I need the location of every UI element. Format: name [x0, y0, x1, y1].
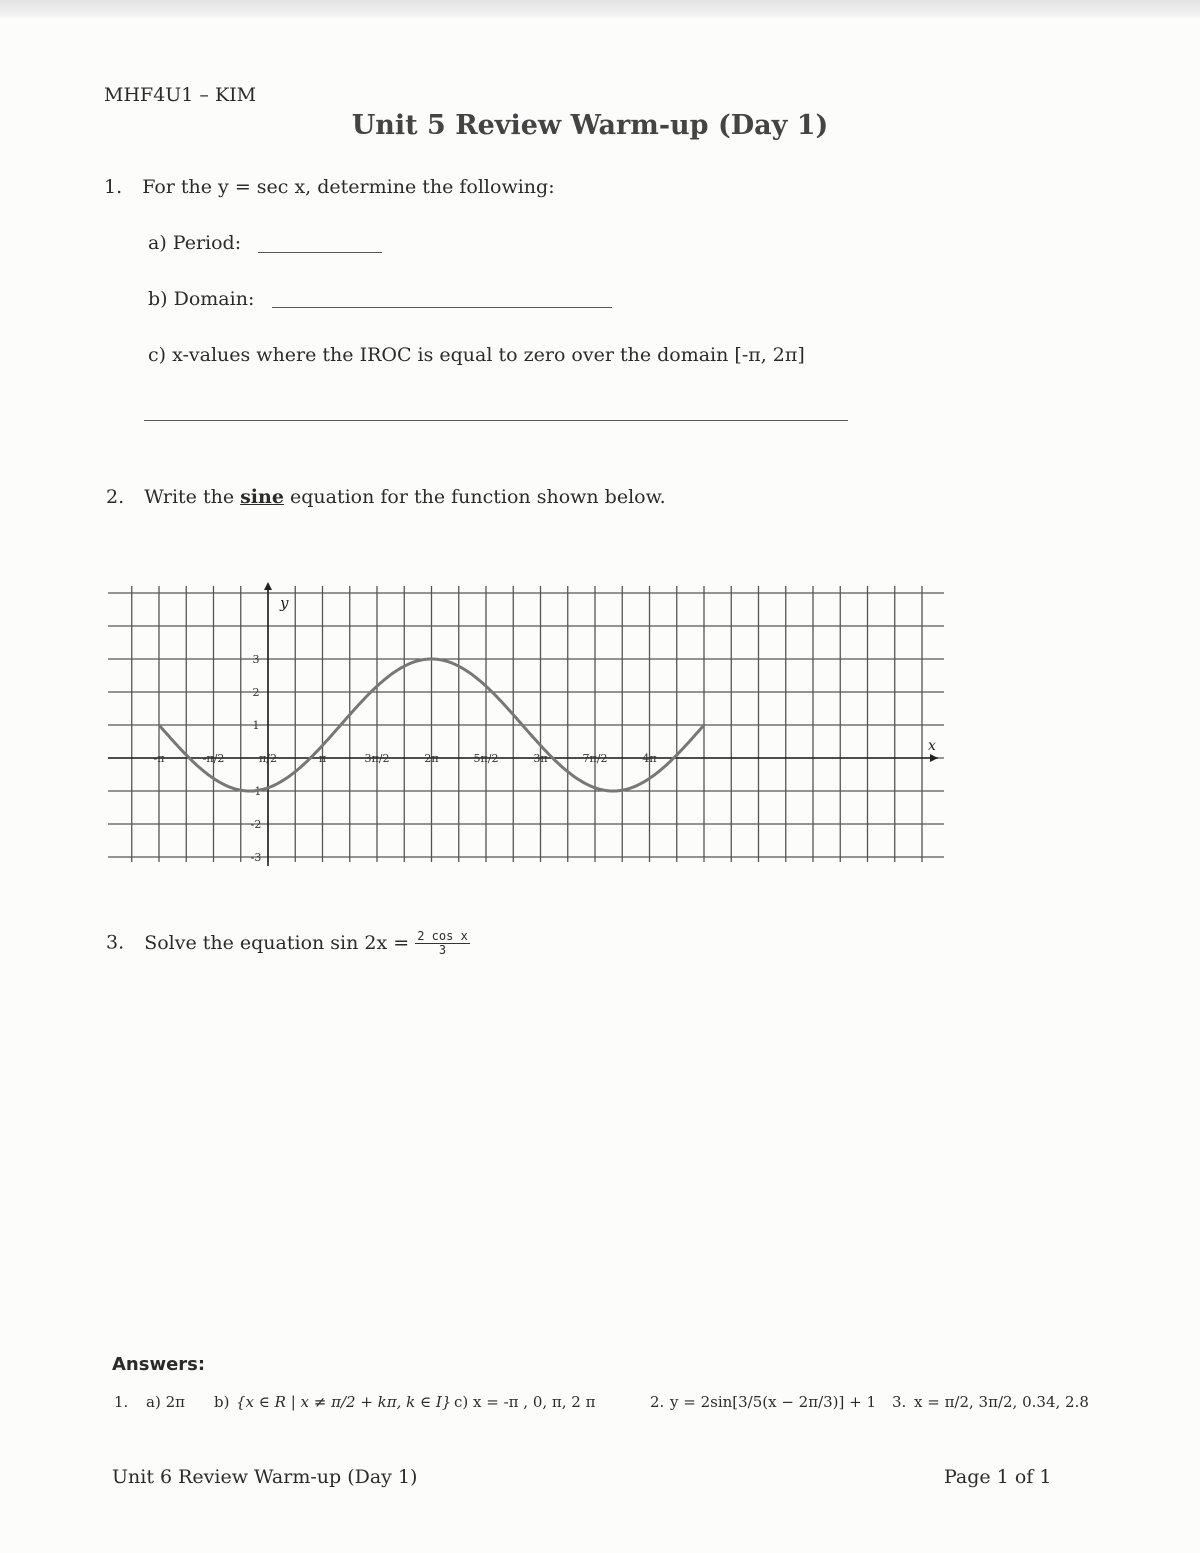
x-tick-label: 3π/2 — [364, 752, 390, 765]
question-2-number: 2. — [106, 486, 125, 508]
y-axis-label: y — [280, 594, 289, 612]
question-3-number: 3. — [106, 931, 125, 954]
q1a-answer-line — [258, 252, 382, 253]
page-title: Unit 5 Review Warm-up (Day 1) — [351, 110, 829, 141]
x-tick-label: 4π — [642, 752, 657, 765]
y-tick-label: -3 — [250, 851, 262, 864]
q1b-label: b) Domain: — [148, 288, 255, 310]
x-tick-label: 7π/2 — [582, 752, 608, 765]
question-1-number: 1. — [104, 176, 123, 198]
question-2 — [106, 486, 666, 508]
answer-1b-label: b) — [214, 1393, 230, 1411]
q1c-label: c) x-values where the IROC is equal to zero over the domain [-π, 2π] — [148, 344, 805, 366]
answer-2-number: 2. — [650, 1393, 665, 1411]
answer-1-number: 1. — [114, 1393, 129, 1411]
question-2-text-after: equation for the function shown below. — [289, 486, 666, 508]
answer-1a: a) 2π — [146, 1393, 185, 1411]
sine-graph — [108, 578, 944, 866]
answer-1c: c) x = -π , 0, π, 2 π — [454, 1393, 596, 1411]
question-2-emphasis: sine — [240, 486, 284, 508]
x-tick-label: 5π/2 — [473, 752, 499, 765]
q1c-answer-line — [144, 420, 848, 421]
x-tick-label: π/2 — [259, 752, 277, 765]
footer-page-number: Page 1 of 1 — [944, 1466, 1052, 1488]
answer-1b: {x ∈ R | x ≠ π/2 + kπ, k ∈ I} — [236, 1393, 452, 1411]
x-tick-label: 2π — [424, 752, 439, 765]
y-tick-label: -1 — [250, 785, 262, 798]
question-3-fraction — [415, 930, 470, 957]
x-tick-label: π — [318, 752, 327, 765]
y-tick-label: 2 — [252, 686, 260, 699]
y-tick-label: 3 — [252, 653, 260, 666]
y-tick-label: 1 — [252, 719, 260, 732]
x-tick-label: -π/2 — [202, 752, 225, 765]
course-code: MHF4U1 – KIM — [104, 84, 257, 106]
answer-2: y = 2sin[3/5(x − 2π/3)] + 1 — [670, 1393, 877, 1411]
question-1 — [104, 176, 555, 198]
answer-3: x = π/2, 3π/2, 0.34, 2.8 — [914, 1393, 1089, 1411]
x-tick-label: 3π — [533, 752, 548, 765]
x-axis-label: x — [928, 738, 936, 754]
question-3-fraction-numerator: 2 cos x — [417, 929, 468, 943]
x-tick-label: -π — [153, 752, 165, 765]
q1b-answer-line — [272, 307, 612, 308]
y-axis-arrow — [264, 582, 272, 590]
y-tick-label: -2 — [250, 818, 262, 831]
x-axis-arrow — [930, 754, 938, 762]
question-3 — [106, 930, 470, 957]
answer-3-number: 3. — [892, 1393, 907, 1411]
answers-heading: Answers: — [112, 1354, 206, 1375]
q1a-label: a) Period: — [148, 232, 242, 254]
scan-edge — [0, 0, 1200, 18]
footer-left: Unit 6 Review Warm-up (Day 1) — [112, 1466, 418, 1488]
question-3-fraction-denominator: 3 — [438, 943, 447, 958]
question-3-text: Solve the equation sin 2x = — [144, 931, 410, 954]
question-1-text: For the y = sec x, determine the following: — [142, 176, 555, 198]
question-2-text-before: Write the — [144, 486, 235, 508]
